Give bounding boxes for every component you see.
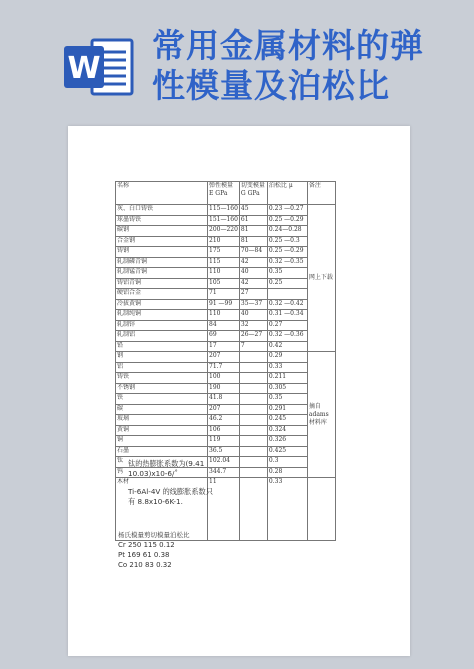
table-row	[116, 278, 336, 289]
table-row	[116, 446, 336, 457]
ti-expansion-line1: Ti-6Al-4V 的线膨胀系数只	[128, 487, 213, 496]
cell-name: 轧制锰青铜	[116, 268, 208, 279]
extra-materials	[118, 530, 268, 570]
cell-name: 铁	[116, 394, 208, 405]
cell-shear-modulus	[239, 425, 267, 436]
cell-shear-modulus	[239, 415, 267, 426]
logo-letter: W	[67, 51, 101, 86]
table-row	[116, 404, 336, 415]
cell-poisson-ratio: 0.33	[267, 478, 307, 541]
table-row	[116, 320, 336, 331]
table-header-row	[116, 182, 336, 205]
cell-shear-modulus: 70—84	[239, 247, 267, 258]
table-row	[116, 394, 336, 405]
header-elastic-modulus: 弹性模量 E GPa	[208, 182, 240, 205]
table-row	[116, 268, 336, 279]
table-row	[116, 436, 336, 447]
cell-shear-modulus: 40	[239, 310, 267, 321]
banner	[0, 0, 474, 118]
cell-name: 木材	[116, 478, 208, 541]
cell-poisson-ratio: 0.33	[267, 362, 307, 373]
cell-poisson-ratio: 0.425	[267, 446, 307, 457]
cell-shear-modulus: 45	[239, 205, 267, 216]
banner-title-line1: 常用金属材料的弹	[152, 26, 424, 65]
table-row	[116, 310, 336, 321]
cell-poisson-ratio: 0.35	[267, 268, 307, 279]
cell-poisson-ratio: 0.25 —0.3	[267, 236, 307, 247]
cell-shear-modulus: 40	[239, 268, 267, 279]
cell-elastic-modulus: 110	[208, 268, 240, 279]
cell-name: 铸铁	[116, 373, 208, 384]
cell-poisson-ratio: 0.25 —0.29	[267, 247, 307, 258]
table-row	[116, 289, 336, 300]
cell-poisson-ratio: 0.291	[267, 404, 307, 415]
cell-shear-modulus: 42	[239, 257, 267, 268]
header-shear-modulus: 切变模量 G GPa	[239, 182, 267, 205]
ti-expansion-line2: 有 8.8x10-6K-1.	[128, 497, 183, 506]
cell-shear-modulus	[239, 362, 267, 373]
cell-elastic-modulus: 190	[208, 383, 240, 394]
cell-elastic-modulus: 71	[208, 289, 240, 300]
cell-elastic-modulus: 200—220	[208, 226, 240, 237]
cell-shear-modulus	[239, 373, 267, 384]
table-row	[116, 236, 336, 247]
cell-poisson-ratio: 0.35	[267, 394, 307, 405]
cell-name: 不锈钢	[116, 383, 208, 394]
banner-title-line2: 性模量及泊松比	[152, 66, 390, 105]
cell-elastic-modulus: 41.8	[208, 394, 240, 405]
cell-name: 钛	[116, 457, 208, 468]
cell-poisson-ratio: 0.31 —0.34	[267, 310, 307, 321]
header-poisson-ratio: 泊松比 μ	[267, 182, 307, 205]
cell-name: 轧制铝	[116, 331, 208, 342]
cell-name: 轧制锌	[116, 320, 208, 331]
cell-elastic-modulus: 207	[208, 404, 240, 415]
cell-elastic-modulus: 115—160	[208, 205, 240, 216]
cell-name: 钨	[116, 467, 208, 478]
cell-remark	[307, 478, 335, 541]
table-row	[116, 331, 336, 342]
cell-name: 灰、白口铸铁	[116, 205, 208, 216]
table-row	[116, 257, 336, 268]
cell-name: 铸钢	[116, 247, 208, 258]
cell-shear-modulus	[239, 436, 267, 447]
table-row	[116, 341, 336, 352]
extra-line: Pt 169 61 0.38	[118, 551, 170, 559]
table-row	[116, 247, 336, 258]
cell-elastic-modulus: 11	[208, 478, 240, 541]
cell-shear-modulus: 42	[239, 278, 267, 289]
cell-name: 球墨铸铁	[116, 215, 208, 226]
cell-shear-modulus: 27	[239, 289, 267, 300]
cell-name: 合金钢	[116, 236, 208, 247]
cell-poisson-ratio: 0.32 —0.42	[267, 299, 307, 310]
cell-elastic-modulus: 110	[208, 310, 240, 321]
cell-poisson-ratio: 0.326	[267, 436, 307, 447]
cell-elastic-modulus: 106	[208, 425, 240, 436]
cell-poisson-ratio: 0.24—0.28	[267, 226, 307, 237]
cell-shear-modulus: 7	[239, 341, 267, 352]
cell-poisson-ratio: 0.305	[267, 383, 307, 394]
cell-shear-modulus	[239, 394, 267, 405]
cell-poisson-ratio: 0.25 —0.29	[267, 215, 307, 226]
document-page	[68, 126, 410, 656]
cell-shear-modulus	[239, 352, 267, 363]
cell-poisson-ratio: 0.28	[267, 467, 307, 478]
cell-poisson-ratio: 0.27	[267, 320, 307, 331]
cell-elastic-modulus: 17	[208, 341, 240, 352]
cell-name: 轧制磷青铜	[116, 257, 208, 268]
cell-elastic-modulus: 69	[208, 331, 240, 342]
cell-elastic-modulus: 344.7	[208, 467, 240, 478]
table-row	[116, 373, 336, 384]
cell-poisson-ratio: 0.3	[267, 457, 307, 468]
extra-line: Co 210 83 0.32	[118, 561, 172, 569]
table-row	[116, 425, 336, 436]
cell-elastic-modulus: 36.5	[208, 446, 240, 457]
cell-shear-modulus: 26—27	[239, 331, 267, 342]
header-remark: 备注	[307, 182, 335, 205]
cell-poisson-ratio: 0.32 —0.36	[267, 331, 307, 342]
cell-poisson-ratio: 0.25	[267, 278, 307, 289]
cell-elastic-modulus: 207	[208, 352, 240, 363]
cell-name: 铸铝青铜	[116, 278, 208, 289]
cell-name: 石墨	[116, 446, 208, 457]
cell-name: 黄铜	[116, 425, 208, 436]
header-name: 名称	[116, 182, 208, 205]
cell-elastic-modulus: 119	[208, 436, 240, 447]
cell-name: 碳钢	[116, 226, 208, 237]
cell-name: 冷拔黄铜	[116, 299, 208, 310]
cell-shear-modulus: 61	[239, 215, 267, 226]
cell-name: 铅	[116, 341, 208, 352]
cell-poisson-ratio: 0.32 —0.35	[267, 257, 307, 268]
cell-elastic-modulus: 91 —99	[208, 299, 240, 310]
cell-poisson-ratio: 0.211	[267, 373, 307, 384]
cell-name: 钢	[116, 352, 208, 363]
extra-heading: 杨氏模量剪切模量泊松比	[118, 531, 190, 539]
cell-poisson-ratio: 0.245	[267, 415, 307, 426]
cell-name: 铝	[116, 362, 208, 373]
cell-poisson-ratio	[267, 289, 307, 300]
extra-line: Cr 250 115 0.12	[118, 541, 175, 549]
cell-poisson-ratio: 0.324	[267, 425, 307, 436]
cell-name: 碳	[116, 404, 208, 415]
cell-shear-modulus: 32	[239, 320, 267, 331]
cell-elastic-modulus: 210	[208, 236, 240, 247]
table-row	[116, 299, 336, 310]
cell-elastic-modulus: 151—160	[208, 215, 240, 226]
cell-remark: 网上下载	[307, 205, 335, 352]
table-row	[116, 383, 336, 394]
thermal-expansion-line2: 10.03)x10-6/˚	[128, 469, 178, 478]
table-row	[116, 205, 336, 216]
cell-shear-modulus	[239, 383, 267, 394]
wood-note	[128, 459, 278, 507]
cell-name: 轧制纯铜	[116, 310, 208, 321]
banner-title	[152, 26, 462, 106]
cell-poisson-ratio: 0.42	[267, 341, 307, 352]
thermal-expansion-line1: 钛的热膨胀系数为(9.41	[128, 459, 205, 468]
cell-elastic-modulus: 100	[208, 373, 240, 384]
cell-shear-modulus	[239, 404, 267, 415]
table-row	[116, 352, 336, 363]
cell-elastic-modulus: 105	[208, 278, 240, 289]
cell-poisson-ratio: 0.29	[267, 352, 307, 363]
cell-shear-modulus: 81	[239, 226, 267, 237]
table-row	[116, 362, 336, 373]
cell-shear-modulus: 35—37	[239, 299, 267, 310]
cell-elastic-modulus: 102.04	[208, 457, 240, 468]
cell-name: 硬铝合金	[116, 289, 208, 300]
cell-elastic-modulus: 84	[208, 320, 240, 331]
cell-elastic-modulus: 46.2	[208, 415, 240, 426]
cell-shear-modulus	[239, 446, 267, 457]
cell-elastic-modulus: 115	[208, 257, 240, 268]
cell-remark: 摘自 adams 材料库	[307, 352, 335, 478]
table-row	[116, 226, 336, 237]
cell-poisson-ratio: 0.23 —0.27	[267, 205, 307, 216]
cell-elastic-modulus: 175	[208, 247, 240, 258]
table-row	[116, 215, 336, 226]
cell-elastic-modulus: 71.7	[208, 362, 240, 373]
table-row	[116, 415, 336, 426]
cell-name: 铜	[116, 436, 208, 447]
cell-shear-modulus: 81	[239, 236, 267, 247]
word-document-icon	[62, 34, 136, 100]
cell-name: 玻璃	[116, 415, 208, 426]
